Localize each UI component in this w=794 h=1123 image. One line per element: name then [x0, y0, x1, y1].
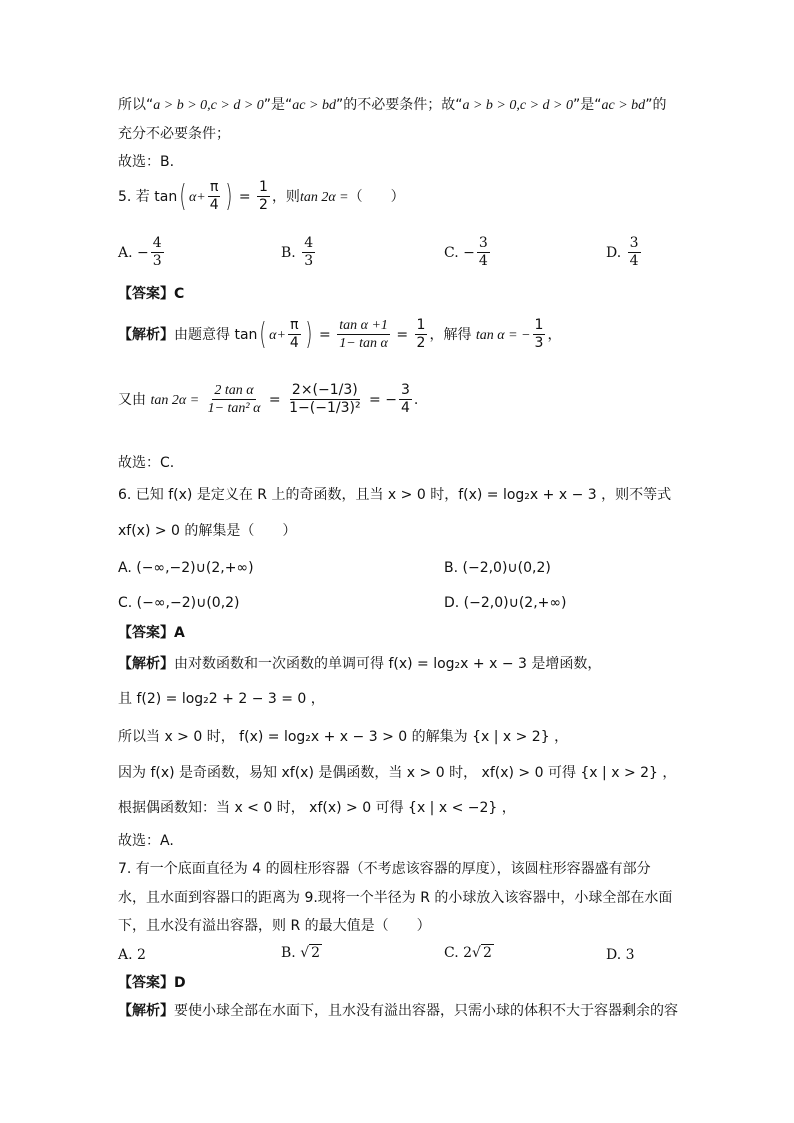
q6-stem-1: 6. 已知 f(x) 是定义在 R 上的奇函数，且当 x > 0 时，f(x) = log₂x + x − 3 ，则不等式 [118, 487, 672, 503]
q5-explanation-1: 【解析】由题意得 tan( α+ $\frac{\pi}{4}$ ) = $\frac{\text{tan α +1}}{\text{1− tan α}}$ = $\frac{1}{2}$ ，解得 tan α = − $\frac{1}{3}$ ， [118, 316, 562, 352]
q4-conclusion-line: 所以“a > b > 0,c > d > 0”是“ac > bd”的不必要条件；故“a > b > 0,c > d > 0”是“ac > bd”的 [118, 97, 667, 113]
q6-choose: 故选：A. [118, 833, 174, 849]
q7-option-c: C. 2√ 2 [444, 945, 492, 961]
q7-answer: 【答案】D [118, 975, 186, 991]
q5-answer: 【答案】C [118, 286, 185, 302]
q6-stem-2: xf(x) > 0 的解集是（ ） [118, 523, 297, 539]
q7-stem-2: 水，且水面到容器口的距离为 9.现将一个半径为 R 的小球放入该容器中，小球全部在水面 [118, 890, 673, 906]
q5-explanation-2: 又由 tan 2α = $\frac{\text{2 tan α}}{\text{1− tan² α}}$ = $\frac{2\times(-1/3)}{\text{1−(−1/3)²}}$ = − $\frac{3}{4}$ . [118, 382, 419, 417]
q7-option-b: B. √ 2 [281, 945, 321, 961]
q6-explanation-3: 所以当 x > 0 时， f(x) = log₂x + x − 3 > 0 的解集为 {x | x > 2} ， [118, 729, 569, 745]
q5-option-b: B. $\frac{4}{3}$ [281, 235, 314, 270]
q4-conclusion-line2: 充分不必要条件； [118, 126, 230, 142]
q5-option-d: D. $\frac{3}{4}$ [606, 235, 639, 270]
q6-explanation-5: 根据偶函数知：当 x < 0 时， xf(x) > 0 可得 {x | x < −2} ， [118, 800, 516, 816]
q5-stem: 5. 若 tan( α+ $\frac{\pi}{4}$ ) = $\frac{1}{2}$ ，则tan 2α =（ ） [118, 178, 405, 214]
q5-option-c: C. − $\frac{3}{4}$ [444, 235, 488, 270]
q5-option-a: A. − $\frac{4}{3}$ [118, 235, 162, 270]
q6-option-b: B. (−2,0)∪(0,2) [444, 560, 551, 576]
q7-stem-3: 下，且水没有溢出容器，则 R 的最大值是（ ） [118, 918, 431, 934]
q6-answer: 【答案】A [118, 625, 185, 641]
q6-option-d: D. (−2,0)∪(2,+∞) [444, 595, 567, 611]
q6-option-c: C. (−∞,−2)∪(0,2) [118, 595, 240, 611]
q6-option-a: A. (−∞,−2)∪(2,+∞) [118, 560, 254, 576]
q6-explanation-4: 因为 f(x) 是奇函数，易知 xf(x) 是偶函数，当 x > 0 时， xf(x) > 0 可得 {x | x > 2} ， [118, 765, 677, 781]
q7-stem-1: 7. 有一个底面直径为 4 的圆柱形容器（不考虑该容器的厚度），该圆柱形容器盛有部分 [118, 861, 651, 877]
q5-choose: 故选：C. [118, 455, 175, 471]
q7-option-d: D. 3 [606, 947, 635, 963]
q6-explanation-2: 且 f(2) = log₂2 + 2 − 3 = 0 ， [118, 691, 325, 707]
q7-explanation: 【解析】要使小球全部在水面下，且水没有溢出容器，只需小球的体积不大于容器剩余的容 [118, 1003, 678, 1019]
q7-option-a: A. 2 [118, 947, 146, 963]
q6-explanation-1: 【解析】由对数函数和一次函数的单调可得 f(x) = log₂x + x − 3 是增函数， [118, 656, 602, 672]
q4-choose: 故选：B. [118, 154, 175, 170]
